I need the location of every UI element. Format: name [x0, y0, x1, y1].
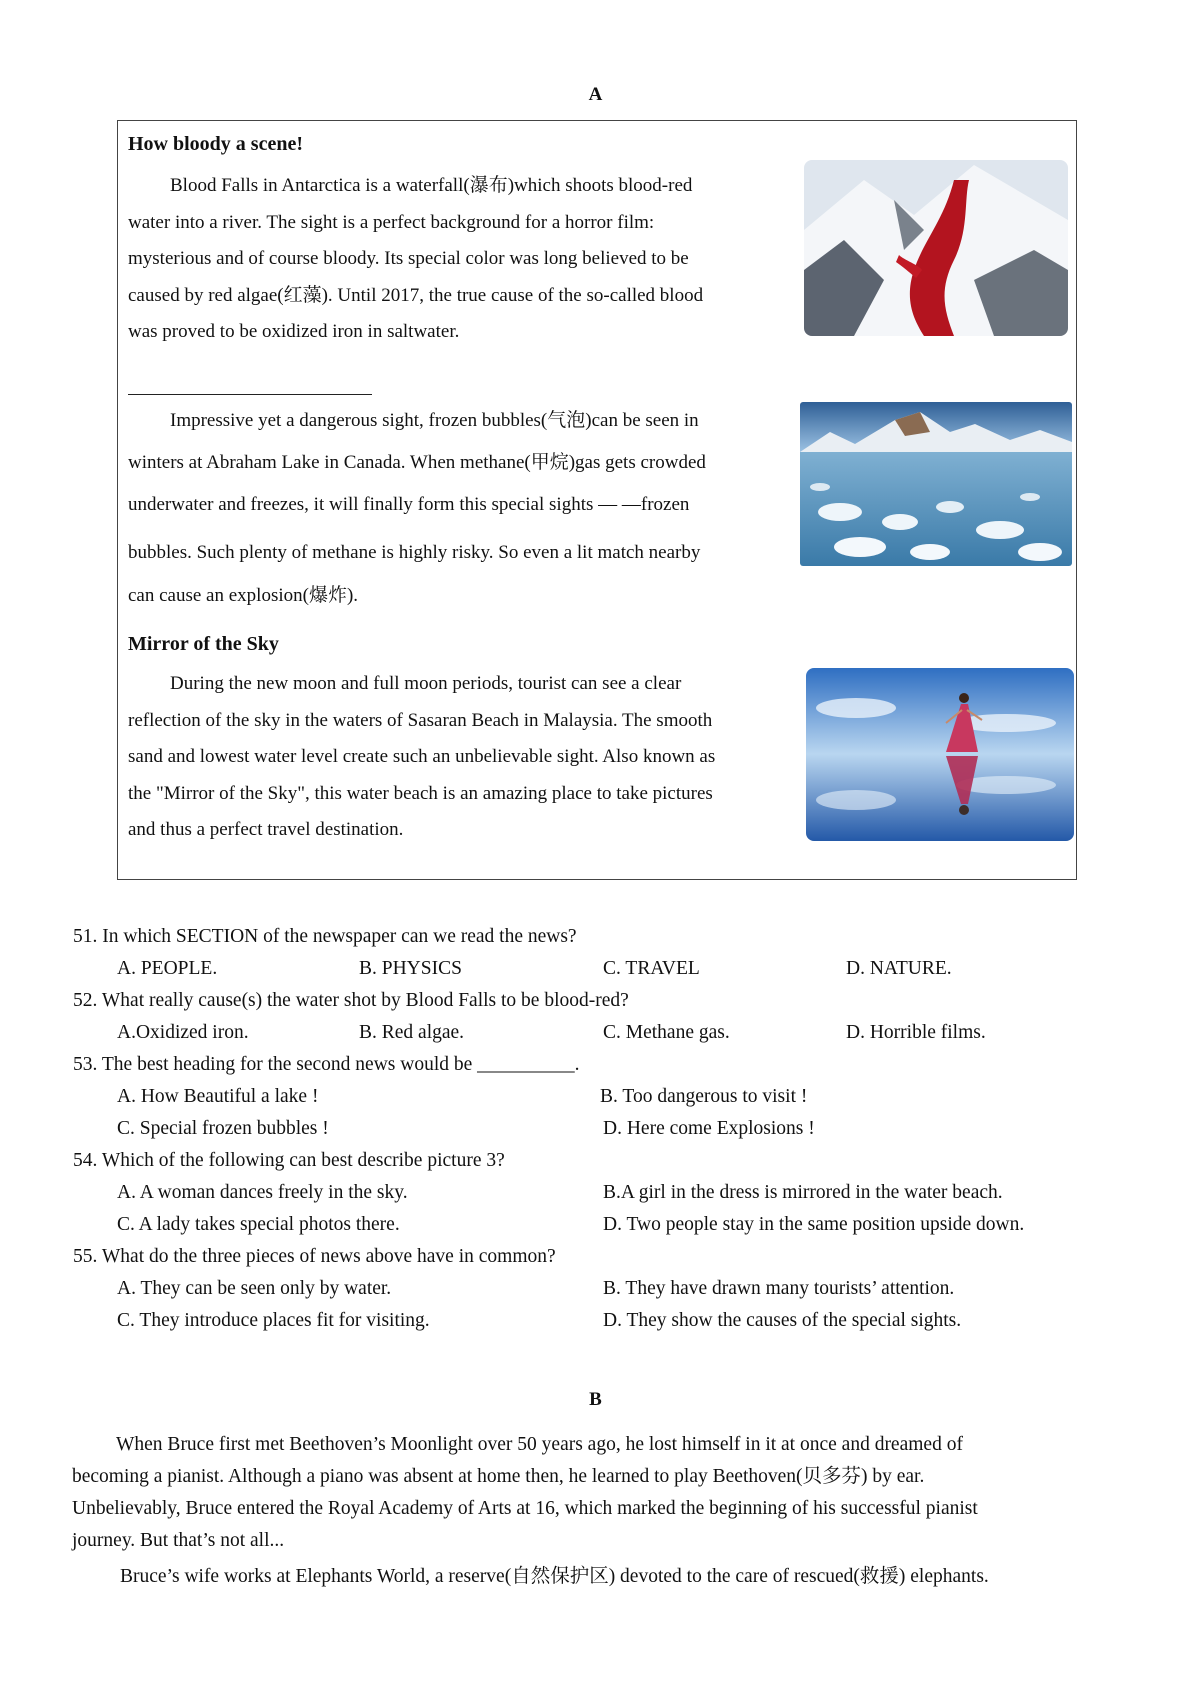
q51-option-b: B. PHYSICS: [359, 958, 462, 979]
q54-option-c: C. A lady takes special photos there.: [117, 1214, 400, 1235]
abraham-lake-photo: [800, 402, 1072, 566]
section-b-paragraph-1: [72, 1429, 1124, 1557]
news2-line: Impressive yet a dangerous sight, frozen bubbles(气泡)can be seen in: [170, 410, 699, 431]
news3-heading: Mirror of the Sky: [128, 633, 279, 655]
q54-option-b: B.A girl in the dress is mirrored in the water beach.: [603, 1182, 1003, 1203]
q51-option-c: C. TRAVEL: [603, 958, 700, 979]
q51-option-a: A. PEOPLE.: [117, 958, 218, 979]
news3-line: During the new moon and full moon periods, tourist can see a clear: [170, 673, 682, 694]
news2-line: can cause an explosion(爆炸).: [128, 585, 359, 606]
passage-b-line: When Bruce first met Beethoven’s Moonlight over 50 years ago, he lost himself in it at once and dreamed of: [116, 1434, 963, 1455]
q53-option-c: C. Special frozen bubbles !: [117, 1118, 329, 1139]
section-b-paragraph-2: [72, 1561, 1124, 1593]
news3-line: reflection of the sky in the waters of Sasaran Beach in Malaysia. The smooth: [128, 709, 713, 731]
passage-b-line: Unbelievably, Bruce entered the Royal Academy of Arts at 16, which marked the beginning of his successful pianist: [72, 1498, 978, 1519]
news2-line: winters at Abraham Lake in Canada. When methane(甲烷)gas gets crowded: [128, 452, 706, 473]
q55-option-a: A. They can be seen only by water.: [117, 1278, 392, 1299]
q55-option-b: B. They have drawn many tourists’ attention.: [603, 1278, 955, 1299]
q52-option-b: B. Red algae.: [359, 1022, 465, 1043]
mirror-of-sky-photo: [806, 668, 1074, 841]
news3-line: and thus a perfect travel destination.: [128, 819, 404, 840]
news2-line: bubbles. Such plenty of methane is highly risky. So even a lit match nearby: [128, 542, 701, 563]
question-55: 55. What do the three pieces of news above have in common?: [73, 1246, 556, 1267]
news1-heading: How bloody a scene!: [128, 133, 303, 155]
question-54: 54. Which of the following can best describe picture 3?: [73, 1150, 505, 1171]
q53-option-d: D. Here come Explosions !: [603, 1118, 815, 1139]
question-53: 53. The best heading for the second news would be __________.: [73, 1054, 580, 1075]
q53-option-a: A. How Beautiful a lake !: [117, 1086, 319, 1107]
blood-falls-photo: [804, 160, 1068, 336]
q55-option-d: D. They show the causes of the special sights.: [603, 1310, 962, 1331]
news1-line: was proved to be oxidized iron in saltwater.: [128, 321, 460, 342]
news3-line: sand and lowest water level create such an unbelievable sight. Also known as: [128, 746, 716, 767]
passage-b-line: Bruce’s wife works at Elephants World, a reserve(自然保护区) devoted to the care of rescued(救援) elephants.: [120, 1566, 989, 1587]
q52-option-d: D. Horrible films.: [846, 1022, 986, 1043]
q51-option-d: D. NATURE.: [846, 958, 952, 979]
news1-line: caused by red algae(红藻). Until 2017, the true cause of the so-called blood: [128, 284, 704, 306]
q54-option-d: D. Two people stay in the same position upside down.: [603, 1214, 1025, 1235]
passage-b-line: becoming a pianist. Although a piano was absent at home then, he learned to play Beethoven(贝多芬) by ear.: [72, 1466, 925, 1487]
passage-b-line: journey. But that’s not all...: [72, 1530, 285, 1551]
question-52: 52. What really cause(s) the water shot by Blood Falls to be blood-red?: [73, 990, 629, 1011]
section-b-letter: B: [589, 1389, 602, 1410]
news1-line: mysterious and of course bloody. Its special color was long believed to be: [128, 248, 689, 269]
question-51: 51. In which SECTION of the newspaper can we read the news?: [73, 926, 577, 947]
news1-body: [128, 168, 787, 351]
q54-option-a: A. A woman dances freely in the sky.: [117, 1182, 408, 1203]
news3-body: [128, 666, 787, 849]
q55-option-c: C. They introduce places fit for visiting.: [117, 1310, 430, 1331]
q53-option-b: B. Too dangerous to visit !: [600, 1086, 808, 1107]
q52-option-a: A.Oxidized iron.: [117, 1022, 249, 1043]
section-a-letter: A: [588, 84, 603, 105]
news2-heading-blank: [128, 394, 372, 395]
news2-line: underwater and freezes, it will finally form this special sights — —frozen: [128, 494, 690, 515]
news1-line: Blood Falls in Antarctica is a waterfall(瀑布)which shoots blood-red: [170, 175, 693, 196]
news1-line: water into a river. The sight is a perfect background for a horror film:: [128, 211, 655, 233]
q52-option-c: C. Methane gas.: [603, 1022, 730, 1043]
news3-line: the "Mirror of the Sky", this water beach is an amazing place to take pictures: [128, 782, 713, 804]
